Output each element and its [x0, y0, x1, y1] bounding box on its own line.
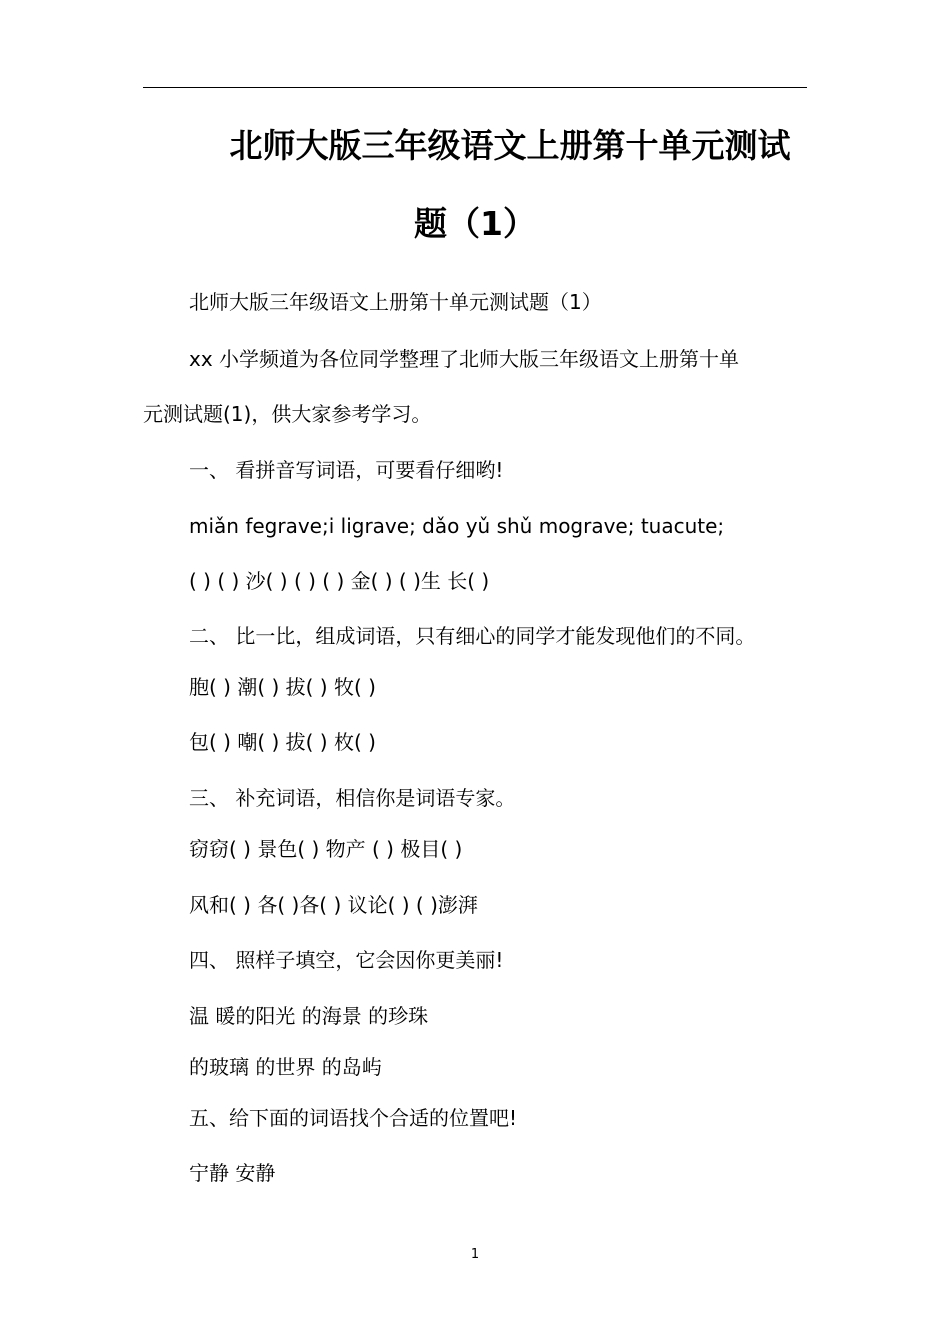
question-2-row-2: 包( ) 嘲( ) 拔( ) 枚( ) — [189, 730, 376, 754]
question-1-heading: 一、 看拼音写词语，可要看仔细哟! — [189, 458, 504, 482]
question-3-row-2: 风和( ) 各( )各( ) 议论( ) ( )澎湃 — [189, 893, 478, 917]
question-3-heading: 三、 补充词语，相信你是词语专家。 — [189, 786, 516, 810]
question-2-heading: 二、 比一比，组成词语，只有细心的同学才能发现他们的不同。 — [189, 624, 756, 648]
question-4-row-1: 温 暖的阳光 的海景 的珍珠 — [189, 1004, 429, 1028]
intro-paragraph-line-1: xx 小学频道为各位同学整理了北师大版三年级语文上册第十单 — [189, 347, 740, 371]
header-rule — [143, 87, 807, 88]
question-1-blanks: ( ) ( ) 沙( ) ( ) ( ) 金( ) ( )生 长( ) — [189, 569, 490, 593]
question-4-heading: 四、 照样子填空，它会因你更美丽! — [189, 948, 504, 972]
question-1-pinyin: miǎn fegrave;i ligrave; dǎo yǔ shǔ mograve; tuacute; — [189, 514, 725, 538]
question-4-row-2: 的玻璃 的世界 的岛屿 — [189, 1055, 382, 1079]
question-3-row-1: 窃窃( ) 景色( ) 物产 ( ) 极目( ) — [189, 837, 463, 861]
document-title-line-1: 北师大版三年级语文上册第十单元测试 — [229, 126, 791, 165]
question-2-row-1: 胞( ) 潮( ) 拔( ) 牧( ) — [189, 675, 376, 699]
question-5-words: 宁静 安静 — [189, 1161, 276, 1185]
intro-paragraph-line-2: 元测试题(1)，供大家参考学习。 — [143, 402, 432, 426]
subtitle-paragraph: 北师大版三年级语文上册第十单元测试题（1） — [189, 290, 602, 314]
question-5-heading: 五、给下面的词语找个合适的位置吧! — [189, 1106, 518, 1130]
page-number: 1 — [470, 1247, 480, 1262]
document-title-line-2: 题（1） — [414, 204, 536, 243]
